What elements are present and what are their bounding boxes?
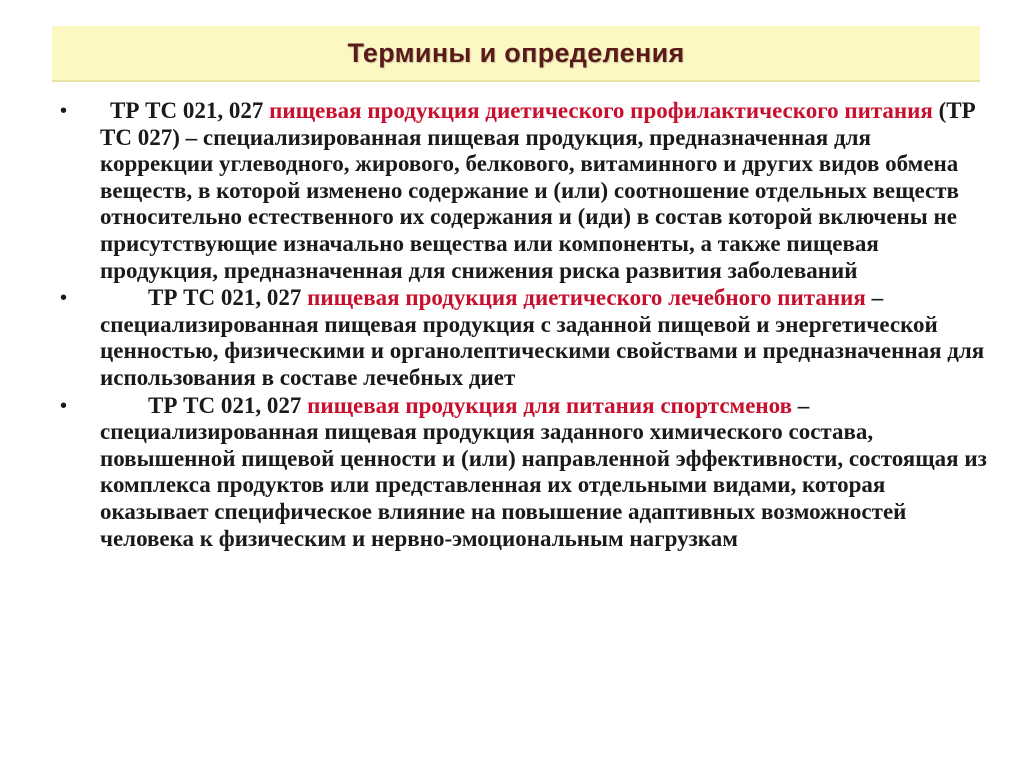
definition-item <box>58 285 988 391</box>
definition-prefix: ТР ТС 021, 027 <box>148 392 308 418</box>
definition-text: – специализированная пищевая продукция заданного химического состава, повышенной пищевой ценности и (или) направленной эффективности, состоящая из комплекса продуктов или представленная их отдельными видами, которая оказывает специфическое влияние на повышение адаптивных возможностей человека к физическим и нервно-эмоциональным нагрузкам <box>100 392 987 551</box>
bullet-icon: • <box>60 100 68 122</box>
definition-term: пищевая продукция диетического профилактического питания <box>269 98 933 123</box>
definition-text: – специализированная пищевая продукция с заданной пищевой и энергетической ценностью, физическими и органолептическими свойствами и предназначенная для использования в составе лечебных диет <box>100 285 985 390</box>
bullet-icon: • <box>60 287 68 310</box>
definition-text: (ТР ТС 027) – специализированная пищевая продукция, предназначенная для коррекции углеводного, жирового, белкового, витаминного и других видов обмена веществ, в которой изменено содержание и (или) соотношение отдельных веществ относительно естественного их содержания и (иди) в состав которой включены не присутствующие изначально вещества или компоненты, а также пищевая продукция, предназначенная для снижения риска развития заболеваний <box>100 98 976 283</box>
definition-prefix: ТР ТС 021, 027 <box>148 285 308 311</box>
definition-item <box>58 393 988 553</box>
bullet-icon: • <box>60 394 68 417</box>
definition-item <box>58 98 988 284</box>
slide-title: Термины и определения <box>347 37 685 68</box>
definition-prefix: ТР ТС 021, 027 <box>110 98 270 123</box>
definitions-list <box>58 98 988 553</box>
definition-term: пищевая продукция диетического лечебного питания <box>307 285 866 311</box>
title-bar <box>52 26 980 82</box>
definition-term: пищевая продукция для питания спортсменов <box>307 392 793 418</box>
